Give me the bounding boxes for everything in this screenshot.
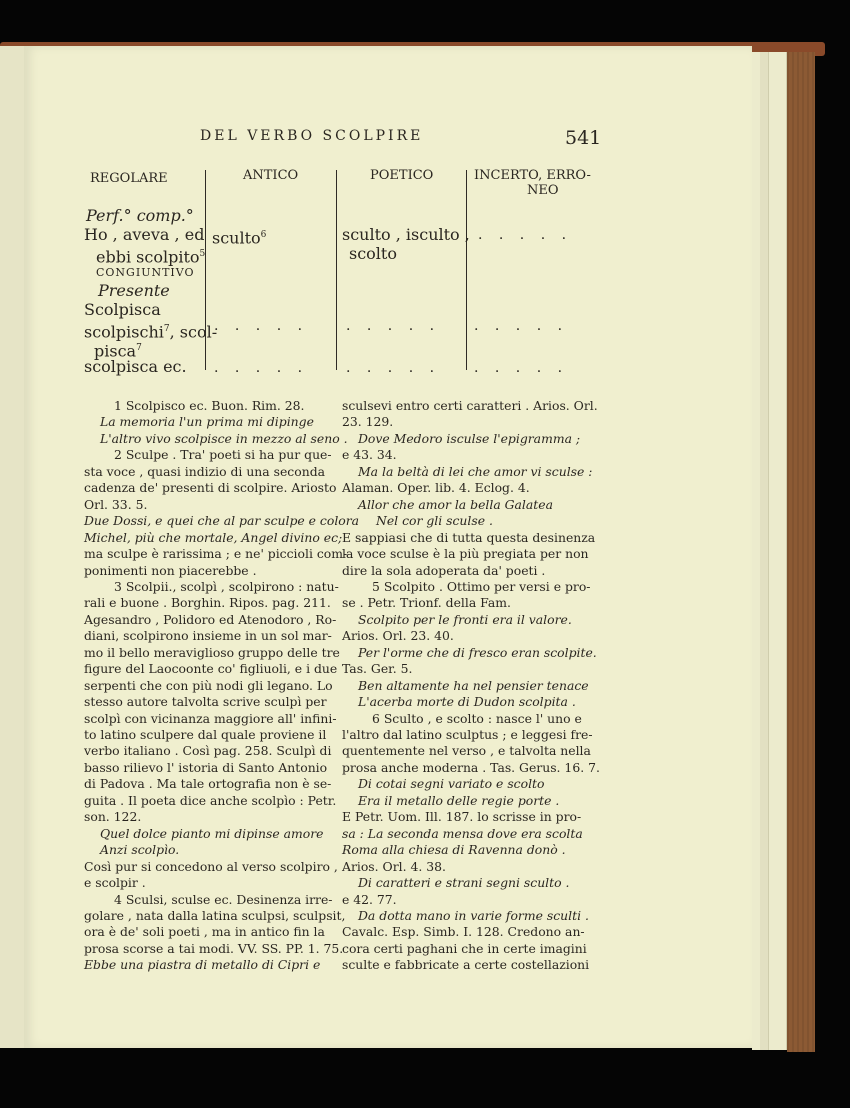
footnote-line: sculsevi entro certi caratteri . Arios. Orl. [342, 398, 598, 413]
footnote-line: basso rilievo l' istoria di Santo Antonio [84, 759, 328, 775]
page-number: 541 [565, 127, 602, 149]
footnote-line: La memoria l'un prima mi dipinge [100, 414, 314, 430]
footnote-line: di Padova . Ma tale ortografia non è se- [84, 776, 332, 792]
footnote-line: Così pur si concedono al verso scolpiro , [84, 858, 338, 874]
dots-row-perf: . . . . . [478, 227, 573, 243]
footnote-line: cadenza de' presenti di scolpire. Ariosto [84, 480, 337, 496]
footnote-line: guita . Il poeta dice anche scolpìo : Petr. [84, 792, 337, 808]
footnote-line: Scolpito per le fronti era il valore. [358, 611, 572, 627]
row-perf-comp: Perf.° comp.° [86, 206, 194, 225]
footnote-line: figure del Laocoonte co' figliuoli, e i due [84, 661, 338, 677]
footnote-line: e 42. 77. [342, 891, 397, 907]
page-edge-line [760, 52, 769, 1050]
col-incerto: INCERTO, ERRO- [474, 168, 591, 183]
footnote-line: 2 Sculpe . Tra' poeti si ha pur que- [114, 447, 332, 463]
footnote-line: 5 Scolpito . Ottimo per versi e pro- [372, 578, 591, 594]
footnote-line: Agesandro , Polidoro ed Atenodoro , Ro- [84, 611, 337, 627]
footnote-line: se . Petr. Trionf. della Fam. [342, 595, 511, 611]
footnote-line: Di cotai segni variato e scolto [358, 776, 545, 792]
footnote-line: L'acerba morte di Dudon scolpita . [358, 694, 576, 710]
footnote-line: Anzi scolpìo. [100, 842, 180, 858]
footnote-line: sa : La seconda mensa dove era scolta [342, 825, 583, 841]
footnote-line: prosa anche moderna . Tas. Gerus. 16. 7. [342, 759, 600, 775]
footnote-line: golare , nata dalla latina sculpsi, sculpsit, [84, 907, 346, 923]
row-ho-aveva: Ho , aveva , ed [84, 225, 205, 244]
footnote-line: Due Dossi, e quei che al par sculpe e colora [84, 513, 360, 529]
footnote-line: cora certi paghani che in certe imagini [342, 940, 587, 956]
footnote-line: L'altro vivo scolpisce in mezzo al seno . [100, 430, 348, 446]
row-congiuntivo: CONGIUNTIVO [96, 266, 195, 279]
footnote-line: e 43. 34. [342, 447, 397, 463]
footnote-line: Alaman. Oper. lib. 4. Eclog. 4. [342, 480, 530, 496]
footnote-line: 4 Sculsi, sculse ec. Desinenza irre- [114, 891, 333, 907]
footnote-line: Cavalc. Esp. Simb. I. 128. Credono an- [342, 924, 585, 940]
footnote-line: Allor che amor la bella Galatea [358, 496, 553, 512]
footnote-line: 23. 129. [342, 414, 394, 430]
dots-poetico: . . . . . [346, 318, 441, 334]
footnote-line: stesso autore talvolta scrive sculpì per [84, 694, 327, 710]
dots-antico: . . . . . [214, 360, 309, 376]
row-scolpisca-ec: scolpisca ec. [84, 357, 187, 376]
antico-sculto: sculto$^6$ [212, 228, 267, 248]
col-regolare: REGOLARE [90, 171, 168, 186]
footnote-line: 6 Sculto , e scolto : nasce l' uno e [372, 710, 582, 726]
row-scolpisca: Scolpisca [84, 300, 161, 319]
row-pisca: pisca$^7$ [94, 341, 142, 361]
footnote-line: Orl. 33. 5. [84, 496, 148, 512]
col-antico: ANTICO [243, 168, 299, 183]
footnote-line: Tas. Ger. 5. [342, 661, 413, 677]
row-ebbi-scolpito: ebbi scolpito$^5$ [96, 247, 206, 267]
dots-poetico: . . . . . [346, 360, 441, 376]
footnote-line: la voce sculse è la più pregiata per non [342, 546, 589, 562]
footnote-line: Ben altamente ha nel pensier tenace [358, 677, 589, 693]
running-header: DEL VERBO SCOLPIRE [200, 128, 424, 144]
col-incerto-cont: NEO [527, 183, 559, 198]
footnote-line: diani, scolpirono insieme in un sol mar- [84, 628, 332, 644]
footnote-line: Per l'orme che di fresco eran scolpite. [358, 644, 597, 660]
footnote-line: to latino sculpere dal quale proviene il [84, 727, 327, 742]
footnote-line: Era il metallo delle regie porte . [358, 792, 560, 808]
footnote-line: Quel dolce pianto mi dipinse amore [100, 825, 324, 841]
footnote-line: Nel cor gli sculse . [376, 513, 493, 529]
footnote-line: sta voce , quasi indizio di una seconda [84, 463, 326, 479]
footnote-line: Ebbe una piastra di metallo di Cipri e [84, 957, 321, 973]
footnote-line: ora è de' soli poeti , ma in antico fin la [84, 924, 325, 940]
column-rule [336, 170, 337, 370]
footnote-line: sculte e fabbricate a certe costellazioni [342, 957, 590, 973]
footnote-line: Ma la beltà di lei che amor vi sculse : [358, 463, 593, 479]
row-presente: Presente [98, 281, 170, 300]
footnote-line: 3 Scolpii., scolpì , scolpirono : natu- [114, 578, 339, 594]
dots-antico: . . . . . [214, 318, 309, 334]
footnote-line: Arios. Orl. 4. 38. [342, 858, 446, 874]
footnote-line: E Petr. Uom. Ill. 187. lo scrisse in pro- [342, 809, 582, 825]
footnote-line: Dove Medoro isculse l'epigramma ; [358, 430, 581, 446]
poetico-sculto: sculto , isculto , [342, 225, 470, 244]
footnote-line: serpenti che con più nodi gli legano. Lo [84, 677, 333, 693]
footnote-line: Roma alla chiesa di Ravenna donò . [342, 842, 566, 858]
row-scolpischi: scolpischi$^7$, scol- [84, 322, 218, 342]
footnote-line: ma sculpe è rarissima ; e ne' piccioli com- [84, 546, 348, 562]
footnote-line: quentemente nel verso , e talvolta nella [342, 743, 591, 759]
footnote-line: son. 122. [84, 809, 142, 825]
footnote-line: dire la sola adoperata da' poeti . [342, 562, 546, 578]
footnote-line: Da dotta mano in varie forme sculti . [358, 907, 589, 923]
footnote-line: rali e buone . Borghin. Ripos. pag. 211. [84, 595, 331, 611]
footnote-line: Di caratteri e strani segni sculto . [358, 875, 570, 891]
footnote-line: e scolpir . [84, 875, 146, 891]
footnote-line: ponimenti non piacerebbe . [84, 562, 257, 578]
dots-incerto: . . . . . [474, 318, 569, 334]
footnote-line: scolpì con vicinanza maggiore all' infini- [84, 710, 337, 726]
poetico-scolto: scolto [349, 244, 397, 263]
dots-incerto: . . . . . [474, 360, 569, 376]
column-rule [466, 170, 467, 370]
footnote-line: 1 Scolpisco ec. Buon. Rim. 28. [114, 398, 305, 413]
page-edges [752, 52, 787, 1050]
footnote-line: prosa scorse a tai modi. VV. SS. PP. 1. 75. [84, 940, 344, 956]
book-spine-leather [787, 52, 815, 1052]
footnote-line: mo il bello meraviglioso gruppo delle tre [84, 644, 340, 660]
footnote-line: verbo italiano . Così pag. 258. Sculpì di [84, 743, 332, 759]
footnote-line: l'altro dal latino sculptus ; e leggesi fre- [342, 727, 593, 742]
footnote-line: Arios. Orl. 23. 40. [342, 628, 454, 644]
footnote-line: Michel, più che mortale, Angel divino ec; [84, 529, 343, 545]
footnote-line: E sappiasi che di tutta questa desinenza [342, 529, 596, 545]
col-poetico: POETICO [370, 168, 434, 183]
